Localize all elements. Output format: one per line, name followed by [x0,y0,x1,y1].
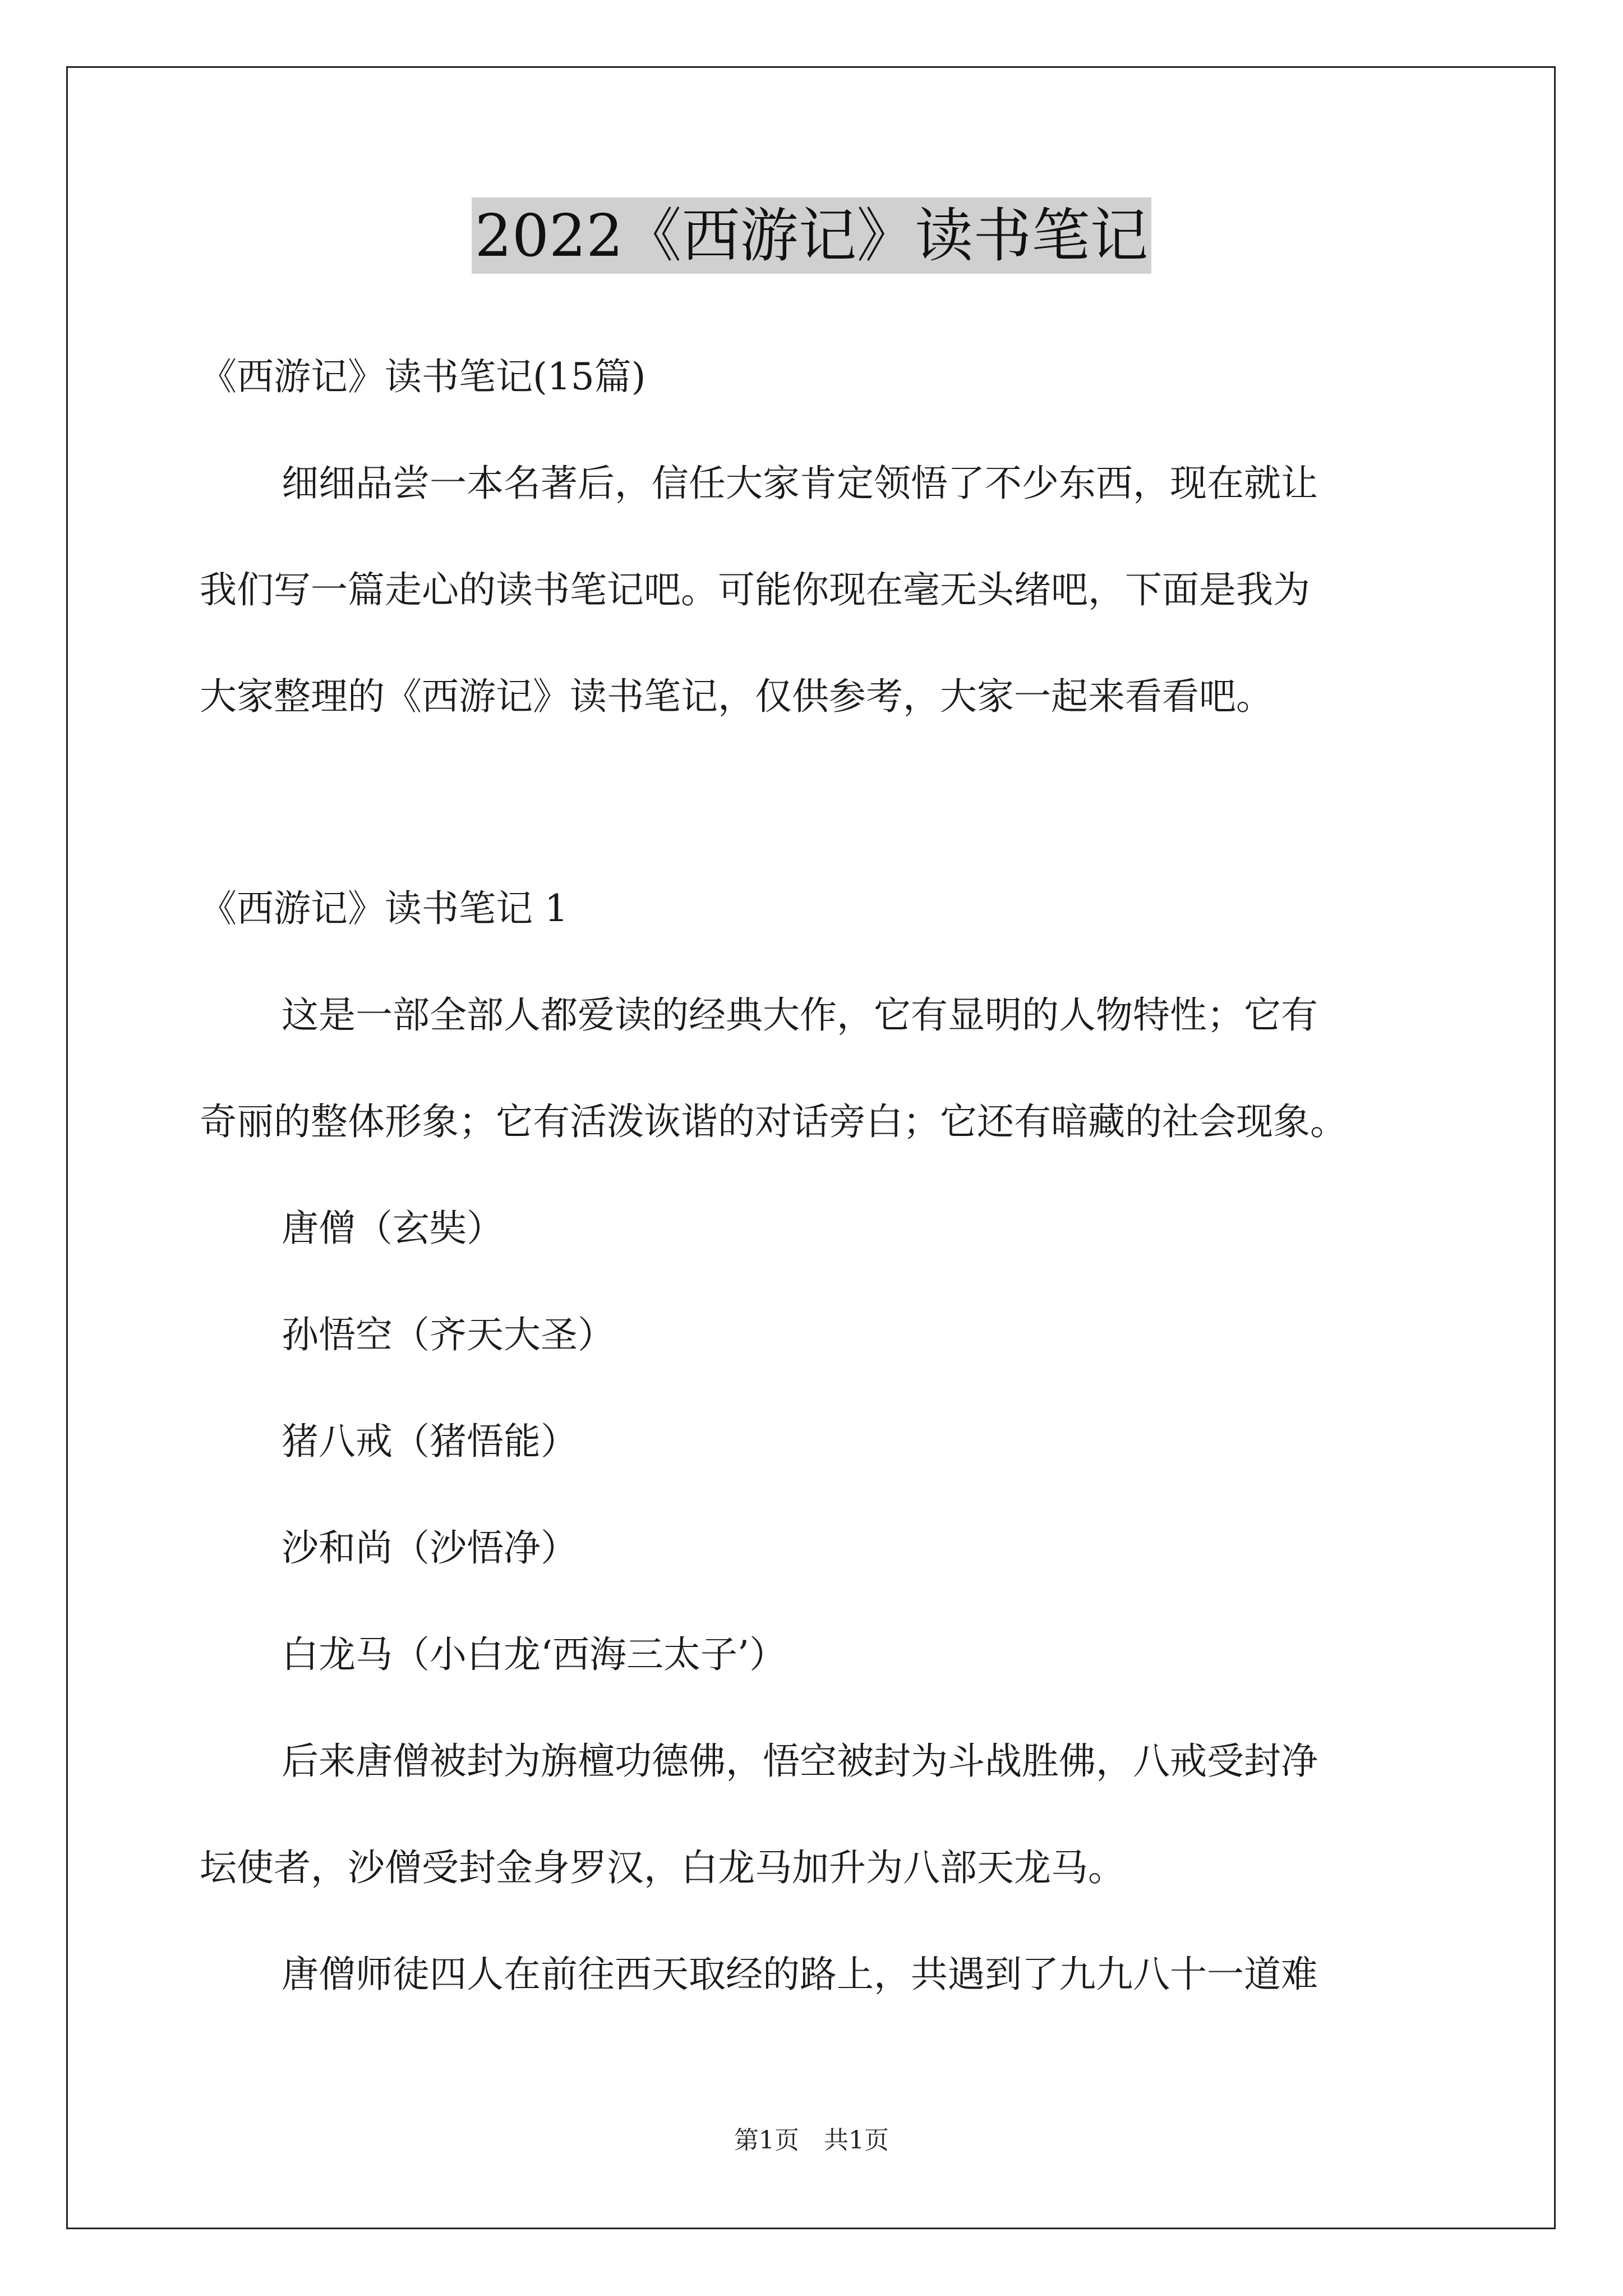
body-line-9: 坛使者，沙僧受封金身罗汉，白龙马加升为八部天龙马。 [200,1846,1125,1889]
body-line-10: 唐僧师徒四人在前往西天取经的路上，共遇到了九九八十一道难 [282,1953,1318,1996]
body-line-1: 这是一部全部人都爱读的经典大作，它有显明的人物特性；它有 [282,993,1318,1037]
intro-line-3: 大家整理的《西游记》读书笔记，仅供参考，大家一起来看看吧。 [200,675,1273,718]
character-sha-heshang: 沙和尚（沙悟净） [282,1526,578,1570]
intro-line-2: 我们写一篇走心的读书笔记吧。可能你现在毫无头绪吧，下面是我为 [200,568,1310,611]
character-sun-wukong: 孙悟空（齐天大圣） [282,1313,615,1356]
title-container [0,197,1623,274]
document-title: 2022《西游记》读书笔记 [472,197,1152,274]
character-zhu-bajie: 猪八戒（猪悟能） [282,1420,578,1463]
intro-line-1: 细细品尝一本名著后，信任大家肯定领悟了不少东西，现在就让 [282,462,1318,505]
character-tang-seng: 唐僧（玄奘） [282,1207,504,1250]
document-subtitle: 《西游记》读书笔记(15篇) [200,355,646,398]
body-line-8: 后来唐僧被封为旃檀功德佛，悟空被封为斗战胜佛，八戒受封净 [282,1740,1318,1783]
character-bai-long-ma: 白龙马（小白龙‘西海三太子’） [282,1633,786,1676]
page-footer: 第1页 共1页 [734,2126,889,2155]
body-line-2: 奇丽的整体形象；它有活泼诙谐的对话旁白；它还有暗藏的社会现象。 [200,1100,1347,1143]
section-heading: 《西游记》读书笔记 1 [200,887,568,930]
